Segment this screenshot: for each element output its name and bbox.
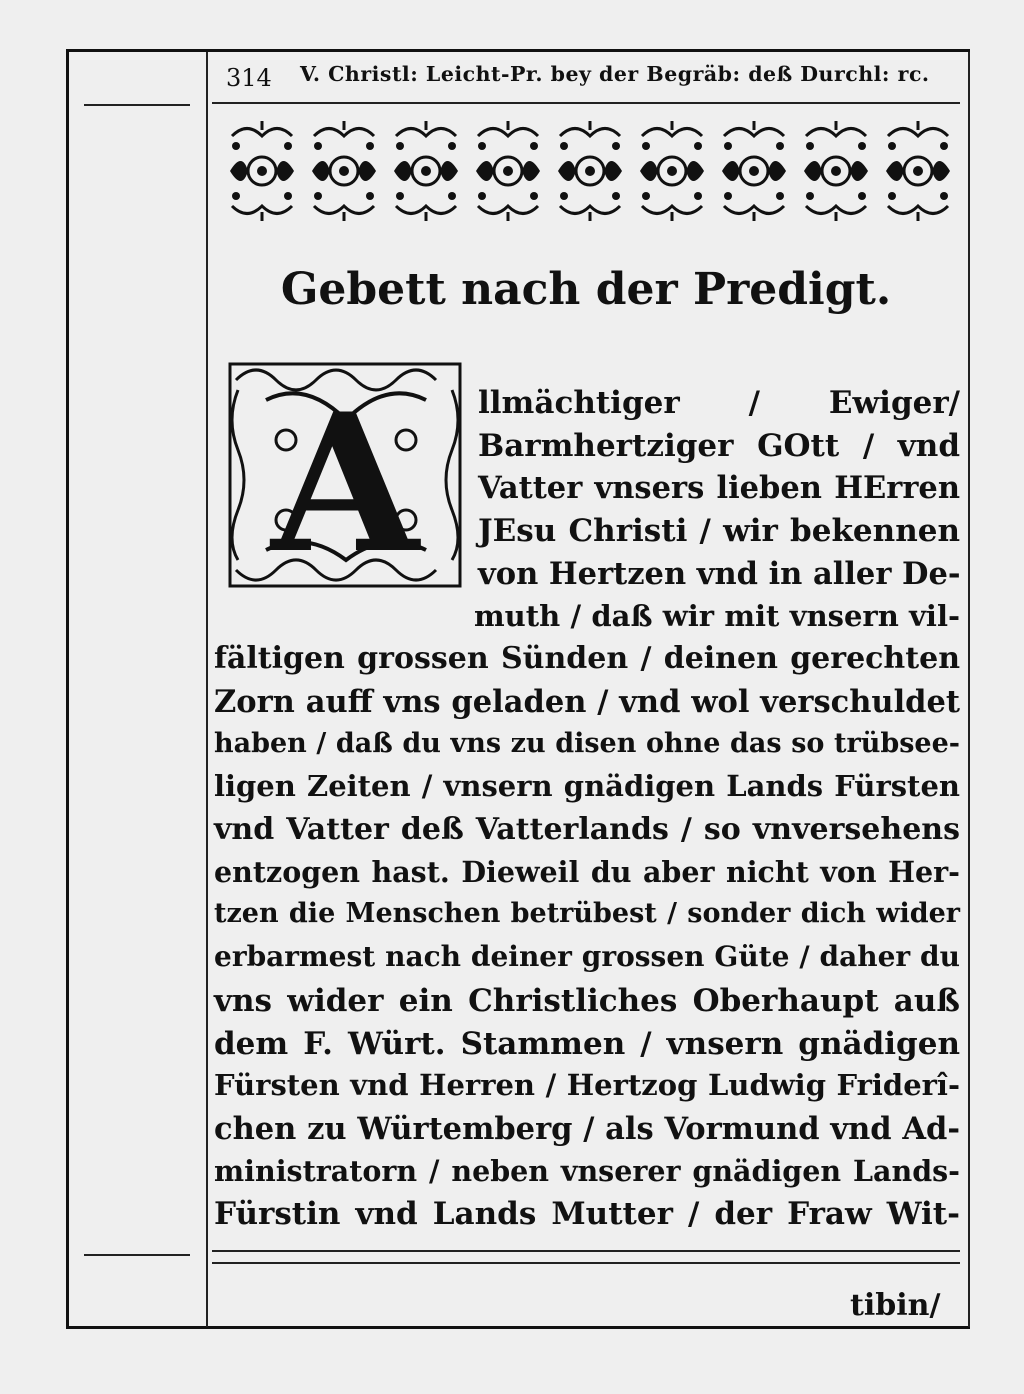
- text-line: chen zu Würtemberg / als Vormund vnd Ad-: [214, 1110, 960, 1147]
- footer-rule-second: [212, 1262, 960, 1264]
- catchword: tibin/: [850, 1288, 941, 1323]
- initial-flourish-icon: [226, 360, 464, 590]
- text-line: muth / daß wir mit vnsern vil-: [474, 598, 960, 633]
- text-line: Fürstin vnd Lands Mutter / der Fraw Wit-: [214, 1196, 960, 1233]
- text-line: vns wider ein Christliches Oberhaupt auß: [214, 982, 960, 1019]
- margin-rule-bottom: [84, 1254, 190, 1256]
- text-line: dem F. Würt. Stammen / vnsern gnädigen: [214, 1025, 960, 1062]
- text-line: fältigen grossen Sünden / deinen gerechten: [214, 641, 960, 677]
- frame-left-rule: [66, 49, 69, 1329]
- ornamental-border-icon: [222, 116, 962, 226]
- text-line: Zorn auff vns geladen / vnd wol verschuldet: [214, 683, 960, 720]
- text-line: entzogen hast. Dieweil du aber nicht von Her-: [214, 854, 960, 889]
- footer-rule: [212, 1250, 960, 1252]
- text-line: tzen die Menschen betrübest / sonder dich wider: [214, 898, 960, 930]
- decorated-initial: [226, 360, 464, 590]
- text-line: erbarmest nach deiner grossen Güte / daher du: [214, 940, 960, 974]
- text-line: llmächtiger / Ewiger/: [478, 385, 960, 421]
- text-line: ministratorn / neben vnserer gnädigen Lands-: [214, 1153, 960, 1188]
- margin-rule-top: [84, 104, 190, 106]
- text-line: Barmhertziger GOtt / vnd: [478, 427, 960, 464]
- text-line: von Hertzen vnd in aller De-: [478, 555, 961, 592]
- text-line: ligen Zeiten / vnsern gnädigen Lands Fürsten: [214, 769, 960, 804]
- frame-bottom-rule: [66, 1326, 970, 1329]
- page-number: 314: [226, 64, 272, 92]
- header-rule: [212, 102, 960, 104]
- drop-cap-letter: A: [271, 372, 419, 590]
- margin-divider: [206, 52, 208, 1327]
- text-line: haben / daß du vns zu disen ohne das so trübsee-: [214, 727, 960, 759]
- text-line: Vatter vnsers lieben HErren: [478, 470, 960, 507]
- text-line: Fürsten vnd Herren / Hertzog Ludwig Friderî-: [214, 1068, 960, 1103]
- running-head: V. Christl: Leicht-Pr. bey der Begräb: deß Durchl: rc.: [300, 62, 930, 86]
- section-heading: Gebett nach der Predigt.: [280, 264, 892, 315]
- frame-right-rule: [968, 52, 970, 1327]
- frame-top-rule: [66, 49, 970, 52]
- text-line: vnd Vatter deß Vatterlands / so vnversehens: [214, 812, 960, 847]
- text-line: JEsu Christi / wir bekennen: [478, 513, 960, 550]
